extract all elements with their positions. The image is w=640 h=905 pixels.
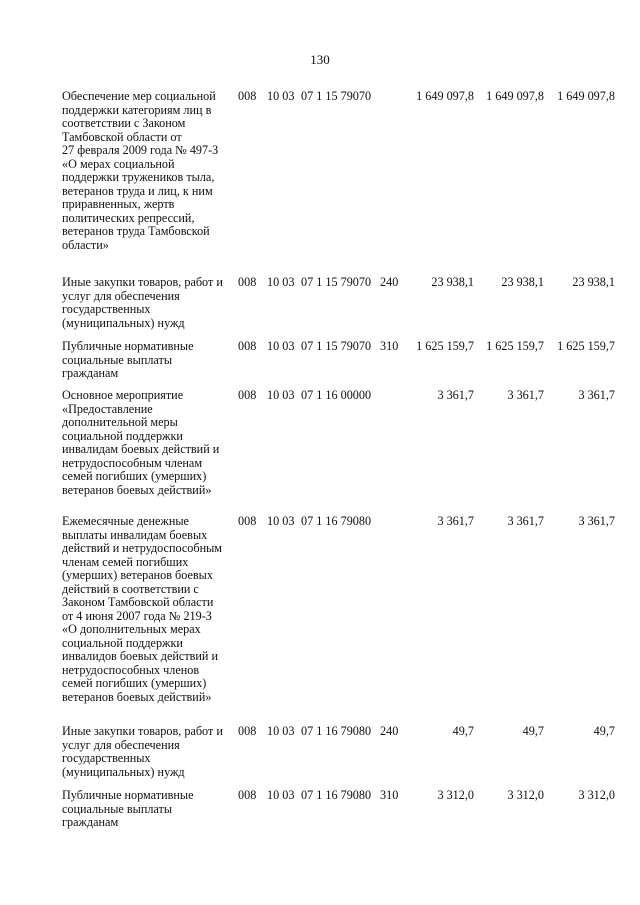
target-article-code: 07 1 16 79080 [301, 514, 372, 528]
expense-type-code: 310 [380, 788, 399, 802]
description-line: дополнительной меры [62, 415, 178, 429]
section-code: 10 03 [267, 514, 295, 528]
amount-year-2: 1 649 097,8 [486, 89, 544, 103]
expense-type-code: 310 [380, 339, 399, 353]
target-article-code: 07 1 16 00000 [301, 388, 372, 402]
description-line: государственных [62, 751, 151, 765]
row-description [62, 90, 240, 252]
description-line: социальной поддержки [62, 428, 183, 443]
section-code: 10 03 [267, 339, 295, 353]
amount-year-1: 3 361,7 [437, 388, 474, 402]
description-line: гражданам [62, 366, 119, 380]
row-description [62, 276, 240, 330]
amount-year-3: 1 625 159,7 [557, 339, 615, 353]
description-line: приравненных, жертв [62, 197, 175, 211]
row-description [62, 725, 240, 779]
description-line: инвалидов боевых действий и [62, 649, 219, 663]
description-line: услуг для обеспечения [62, 288, 180, 303]
description-line: 27 февраля 2009 года № 497-З [62, 143, 219, 157]
description-line: Публичные нормативные [62, 339, 194, 353]
description-line: Ежемесячные денежные [62, 514, 189, 528]
amount-year-3: 3 361,7 [578, 514, 615, 528]
description-line: услуг для обеспечения [62, 737, 180, 752]
amount-year-2: 3 361,7 [507, 388, 544, 402]
description-line: от 4 июня 2007 года № 219-З [62, 608, 212, 623]
description-line: ветеранов труда Тамбовской [62, 224, 210, 238]
ministry-code: 008 [238, 724, 257, 738]
section-code: 10 03 [267, 788, 295, 802]
description-line: нетрудоспособным членам [62, 455, 203, 470]
description-line: выплаты инвалидам боевых [62, 527, 208, 542]
amount-year-3: 1 649 097,8 [557, 89, 615, 103]
description-line: «О мерах социальной [62, 156, 175, 171]
amount-year-1: 49,7 [452, 724, 474, 738]
description-line: семей погибших (умерших) [62, 676, 207, 690]
ministry-code: 008 [238, 89, 257, 103]
amount-year-1: 23 938,1 [431, 275, 474, 289]
ministry-code: 008 [238, 388, 257, 402]
ministry-code: 008 [238, 275, 257, 289]
amount-year-2: 3 312,0 [507, 788, 544, 802]
description-line: Основное мероприятие [62, 388, 184, 402]
description-line: ветеранов боевых действий» [62, 689, 212, 704]
target-article-code: 07 1 15 79070 [301, 275, 372, 289]
ministry-code: 008 [238, 788, 257, 802]
amount-year-1: 3 312,0 [437, 788, 474, 802]
section-code: 10 03 [267, 275, 295, 289]
description-line: поддержки тружеников тыла, [62, 170, 215, 184]
amount-year-1: 1 625 159,7 [416, 339, 474, 353]
target-article-code: 07 1 15 79070 [301, 89, 372, 103]
description-line: Иные закупки товаров, работ и [62, 275, 223, 289]
description-line: «Предоставление [62, 401, 153, 416]
section-code: 10 03 [267, 89, 295, 103]
ministry-code: 008 [238, 514, 257, 528]
target-article-code: 07 1 16 79080 [301, 788, 372, 802]
description-line: действий в соответствии с [62, 581, 199, 596]
description-line: Обеспечение мер социальной [62, 89, 216, 103]
amount-year-2: 1 625 159,7 [486, 339, 544, 353]
target-article-code: 07 1 16 79080 [301, 724, 372, 738]
description-line: действий и нетрудоспособным [62, 541, 223, 555]
amount-year-1: 3 361,7 [437, 514, 474, 528]
description-line: соответствии с Законом [62, 116, 186, 130]
expense-type-code: 240 [380, 724, 399, 738]
description-line: области» [62, 237, 109, 252]
description-line: инвалидам боевых действий и [62, 442, 220, 456]
section-code: 10 03 [267, 724, 295, 738]
page-number: 130 [310, 52, 330, 67]
description-line: (умерших) ветеранов боевых [62, 568, 213, 582]
ministry-code: 008 [238, 339, 257, 353]
description-line: социальные выплаты [62, 352, 173, 367]
description-line: ветеранов боевых действий» [62, 482, 212, 497]
description-line: гражданам [62, 815, 119, 829]
row-description [62, 515, 240, 704]
description-line: Законом Тамбовской области [62, 595, 214, 609]
row-description [62, 389, 240, 497]
row-description [62, 789, 240, 830]
description-line: семей погибших (умерших) [62, 469, 207, 483]
amount-year-3: 23 938,1 [572, 275, 615, 289]
description-line: членам семей погибших [62, 554, 189, 569]
description-line: политических репрессий, [62, 210, 195, 225]
expense-type-code: 240 [380, 275, 399, 289]
description-line: поддержки категориям лиц в [62, 102, 212, 117]
amount-year-3: 49,7 [593, 724, 615, 738]
amount-year-3: 3 312,0 [578, 788, 615, 802]
target-article-code: 07 1 15 79070 [301, 339, 372, 353]
amount-year-3: 3 361,7 [578, 388, 615, 402]
description-line: социальные выплаты [62, 801, 173, 816]
amount-year-2: 23 938,1 [501, 275, 544, 289]
description-line: социальной поддержки [62, 635, 183, 650]
amount-year-2: 49,7 [522, 724, 544, 738]
section-code: 10 03 [267, 388, 295, 402]
description-line: ветеранов труда и лиц, к ним [62, 183, 213, 198]
description-line: нетрудоспособных членов [62, 662, 200, 677]
row-description [62, 340, 240, 381]
description-line: Иные закупки товаров, работ и [62, 724, 223, 738]
amount-year-2: 3 361,7 [507, 514, 544, 528]
description-line: Тамбовской области от [62, 129, 182, 144]
description-line: государственных [62, 302, 151, 316]
description-line: «О дополнительных мерах [62, 622, 201, 636]
amount-year-1: 1 649 097,8 [416, 89, 474, 103]
description-line: (муниципальных) нужд [62, 315, 185, 330]
description-line: (муниципальных) нужд [62, 764, 185, 779]
description-line: Публичные нормативные [62, 788, 194, 802]
